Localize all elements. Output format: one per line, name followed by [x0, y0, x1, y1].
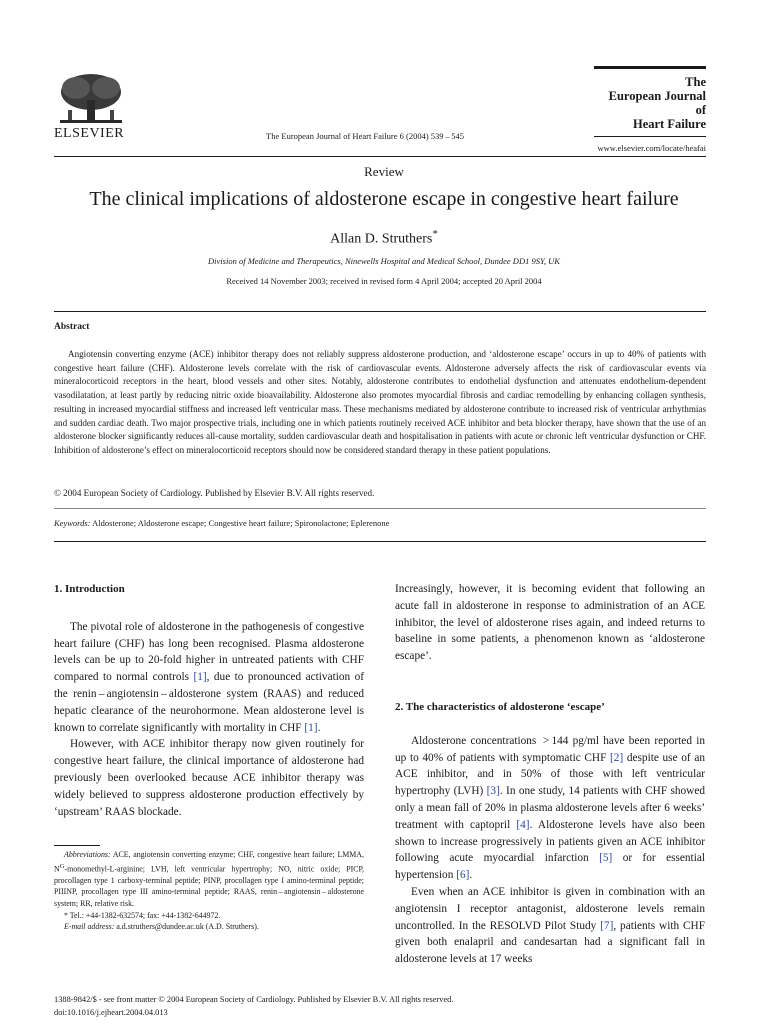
reference-link[interactable]: [3] — [486, 785, 500, 798]
keywords-list: Aldosterone; Aldosterone escape; Congestive heart failure; Spironolactone; Eplerenone — [92, 518, 390, 528]
received-dates: Received 14 November 2003; received in revised form 4 April 2004; accepted 20 April 2004 — [226, 276, 542, 286]
text-run: The pivotal role of aldosterone in the pathogenesis of congestive heart failure (CHF) has long been recognised. Plasma aldosterone levels can be up to 20-fold higher in untreated patients with CHF compared to normal controls — [54, 620, 364, 684]
author-line — [0, 228, 768, 248]
reference-link[interactable]: [6] — [456, 869, 470, 882]
body-paragraph: However, with ACE inhibitor therapy now given routinely for congestive heart failure, the clinical importance of aldosterone had previously been overlooked because ACE inhibitor therapy was widely believed to suppress aldosterone production effectively by ‘upstream’ RAAS blockade. — [54, 738, 364, 818]
abstract-top-divider — [54, 311, 706, 312]
superscript: G — [59, 862, 65, 870]
keywords — [54, 518, 389, 528]
body-paragraph — [54, 619, 364, 737]
header-divider — [54, 156, 706, 157]
text-run: despite use of an ACE inhibitor, and in 50% of those with left ventricular hypertrophy (LVH) — [395, 751, 705, 798]
text-run: Even when an ACE inhibitor is given in combination with an angiotensin I receptor antagonist, aldosterone levels remain uncontrolled. In the RESOLVD Pilot Study — [395, 885, 705, 932]
contact-footnote: * Tel.: +44-1382-632574; fax: +44-1382-644972. — [64, 910, 221, 920]
journal-title — [594, 69, 706, 137]
text-run: , patients with CHF given both enalapril and candesartan had a significant fall in aldosterone levels at 17 weeks — [395, 919, 705, 966]
abstract-copyright: © 2004 European Society of Cardiology. Published by Elsevier B.V. All rights reserved. — [54, 488, 375, 498]
text-run: ACE, angiotensin converting enzyme; CHF, congestive heart failure; LMMA, N — [54, 850, 364, 874]
journal-citation: The European Journal of Heart Failure 6 (2004) 539 – 545 — [266, 131, 464, 141]
journal-title-box — [594, 66, 706, 137]
journal-title-line: The — [685, 75, 706, 89]
reference-link[interactable]: [4] — [516, 818, 530, 831]
right-column — [395, 581, 705, 968]
page-footer — [54, 993, 453, 1019]
reference-link[interactable]: [1] — [193, 671, 207, 684]
keywords-label: Keywords: — [54, 518, 91, 528]
reference-link[interactable]: [7] — [600, 919, 614, 932]
email-label: E-mail address: — [64, 922, 115, 932]
front-matter-line: 1388-9842/$ - see front matter © 2004 European Society of Cardiology. Published by Elsevier B.V. All rights reserved. — [54, 995, 454, 1004]
doi-line[interactable]: doi:10.1016/j.ejheart.2004.04.013 — [54, 1008, 168, 1017]
reference-link[interactable]: [5] — [599, 852, 613, 865]
reference-link[interactable]: [2] — [610, 751, 624, 764]
text-run: . — [469, 869, 473, 882]
email-footnote — [54, 921, 364, 933]
journal-title-line: Heart Failure — [632, 117, 706, 131]
article-type: Review — [364, 164, 404, 179]
abstract-heading: Abstract — [54, 322, 90, 332]
body-paragraph — [395, 733, 705, 884]
footnote-divider — [54, 845, 100, 846]
tree-icon — [54, 70, 128, 126]
article-title: The clinical implications of aldosterone escape in congestive heart failure — [89, 188, 679, 210]
text-run: . — [317, 721, 321, 734]
publisher-name: ELSEVIER — [54, 126, 125, 141]
body-paragraph: Increasingly, however, it is becoming evident that following an acute fall in aldosterone in response to administration of an ACE inhibitor, the level of aldosterone rises again, and indeed returns to baseline in some patients, a phenomenon known as ‘aldosterone escape’. — [395, 583, 705, 663]
abstract-text: Angiotensin converting enzyme (ACE) inhibitor therapy does not reliably suppress aldosterone production, and ‘aldosterone escape’ occurs in up to 40% of patients with congestive heart failure (CHF). Aldosterone levels correlate with the risk of cardiovascular events. Aldosterone adversely affects the risk of cardiovascular events via mineralocorticoid receptors in the heart, blood vessels and other sites. Notably, aldosterone contributes to endothelial dysfunction and attenuates endothelium-dependent vasodilatation, at least partly by reducing nitric oxide bioavailability. Aldosterone also promotes myocardial fibrosis and cardiac remodelling by enhancing collagen synthesis, resulting in increased myocardial stiffness and increased left ventricular mass. These mechanisms mediated by aldosterone contribute to increased risk of ventricular arrhythmias and sudden cardiac death. Two major prospective trials, including one in which patients routinely received ACE inhibitor and beta blocker therapy, have shown that the use of an aldosterone blocker significantly reduces all-cause mortality, sudden cardiovascular death and hospitalisation in patients with acute or chronic left ventricular dysfunction or CHF. Inhibition of aldosterone’s effect on mineralocorticoid receptors should now be considered standard therapy in these patient populations. — [54, 349, 706, 455]
author-affiliation: Division of Medicine and Therapeutics, Ninewells Hospital and Medical School, Dundee DD1 9SY, UK — [208, 256, 560, 266]
journal-url-link[interactable]: www.elsevier.com/locate/heafai — [597, 143, 706, 153]
section-heading-aldosterone-escape: 2. The characteristics of aldosterone ‘escape’ — [395, 700, 605, 713]
footnotes — [54, 849, 364, 933]
abbreviations-label: Abbreviations: — [64, 850, 111, 859]
keywords-divider — [54, 508, 706, 509]
abbreviations-footnote — [54, 849, 364, 910]
left-column — [54, 581, 364, 820]
email-link[interactable]: a.d.struthers@dundee.ac.uk (A.D. Struthers). — [116, 922, 259, 932]
abstract-bottom-divider — [54, 541, 706, 542]
text-run: . In one study, 14 patients with CHF showed only a mean fall of 20% in plasma aldosterone levels after 6 weeks’ treatment with captopril — [395, 785, 705, 831]
text-run: -monomethyl-L-arginine; LVH, left ventricular hypertrophy; NO, nitric oxide; PICP, procollagen type 1 carboxy-terminal peptide; PINP, procollagen type I amino-terminal peptide; PIIINP, procollagen type III amino-terminal peptide; RAAS, renin – angiotensin – aldosterone system; RR, relative risk. — [54, 864, 364, 908]
author-footnote-mark[interactable]: * — [432, 228, 438, 240]
text-run: , due to pronounced activation of the renin – angiotensin – aldosterone system (RAAS) and reduced hepatic clearance of the neurohormone. Mean aldosterone level is known to correlate significantly with mortality in CHF — [54, 671, 365, 734]
text-run: Aldosterone concentrations > 144 pg/ml have been reported in up to 40% of patients with symptomatic CHF — [395, 734, 705, 764]
text-run: . Aldosterone levels have also been shown to increase progressively in patients given an ACE inhibitor following acute myocardial infarction — [395, 818, 705, 865]
journal-title-line: of — [695, 103, 706, 117]
journal-title-line: European Journal — [608, 89, 706, 103]
body-paragraph — [395, 884, 705, 968]
reference-link[interactable]: [1] — [304, 721, 318, 734]
author-name[interactable]: Allan D. Struthers — [330, 231, 433, 247]
text-run: or for essential hypertension — [395, 852, 705, 882]
section-heading-introduction: 1. Introduction — [54, 583, 125, 595]
